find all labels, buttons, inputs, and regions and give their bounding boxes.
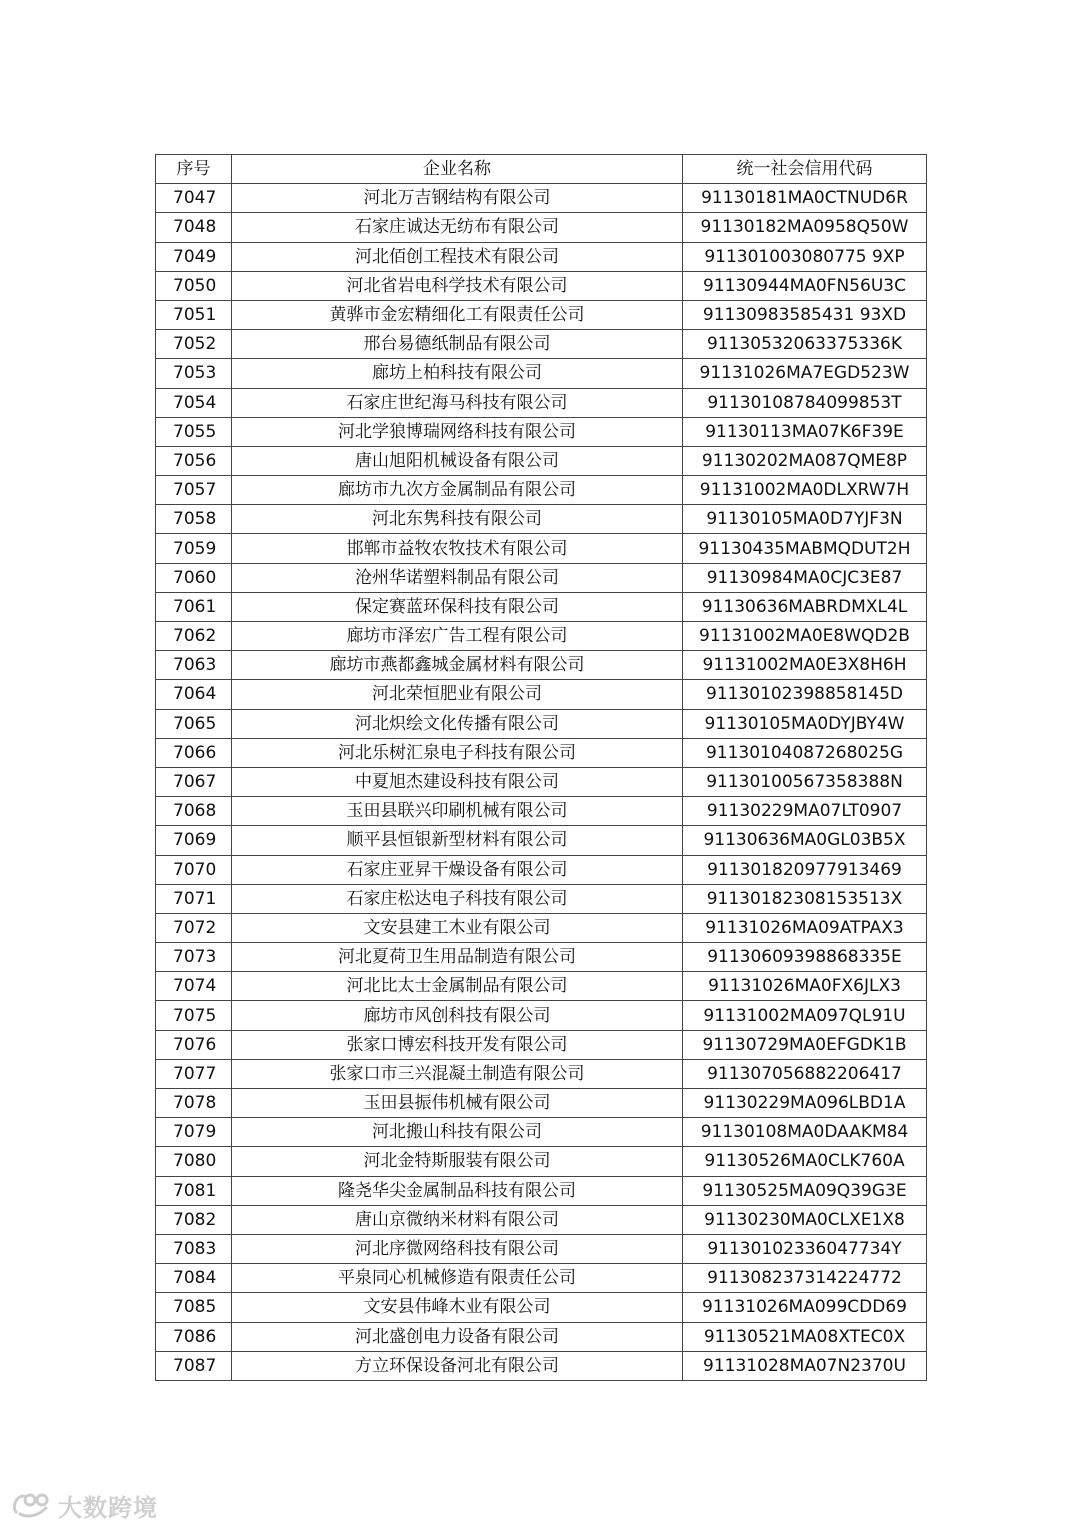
table-row xyxy=(156,855,927,884)
row-credit-code: 91130102336047734Y xyxy=(683,1234,927,1263)
row-credit-code: 91130729MA0EFGDK1B xyxy=(683,1030,927,1059)
table-row xyxy=(156,738,927,767)
row-credit-code: 91130182MA0958Q50W xyxy=(683,213,927,242)
table-row xyxy=(156,884,927,913)
row-company-name: 廊坊市泽宏广告工程有限公司 xyxy=(232,622,683,651)
row-credit-code: 911307056882206417 xyxy=(683,1059,927,1088)
table-row xyxy=(156,359,927,388)
row-index: 7069 xyxy=(156,826,232,855)
table-row xyxy=(156,1205,927,1234)
table-row xyxy=(156,417,927,446)
row-index: 7084 xyxy=(156,1264,232,1293)
enterprise-table xyxy=(155,154,927,1381)
header-index: 序号 xyxy=(156,155,232,184)
row-credit-code: 91131026MA099CDD69 xyxy=(683,1293,927,1322)
table-row xyxy=(156,622,927,651)
row-index: 7058 xyxy=(156,505,232,534)
row-company-name: 沧州华诺塑料制品有限公司 xyxy=(232,563,683,592)
row-index: 7081 xyxy=(156,1176,232,1205)
row-credit-code: 91130100567358388N xyxy=(683,767,927,796)
row-index: 7047 xyxy=(156,184,232,213)
row-credit-code: 91130105MA0DYJBY4W xyxy=(683,709,927,738)
table-row xyxy=(156,826,927,855)
table-row xyxy=(156,242,927,271)
row-company-name: 邢台易德纸制品有限公司 xyxy=(232,330,683,359)
table-row xyxy=(156,563,927,592)
row-credit-code: 91130229MA07LT0907 xyxy=(683,797,927,826)
watermark xyxy=(10,1488,158,1522)
row-company-name: 唐山旭阳机械设备有限公司 xyxy=(232,446,683,475)
brand-logo-icon xyxy=(10,1490,52,1520)
row-company-name: 石家庄松达电子科技有限公司 xyxy=(232,884,683,913)
row-credit-code: 911301820977913469 xyxy=(683,855,927,884)
row-index: 7085 xyxy=(156,1293,232,1322)
table-row xyxy=(156,592,927,621)
row-company-name: 黄骅市金宏精细化工有限责任公司 xyxy=(232,300,683,329)
row-company-name: 唐山京微纳米材料有限公司 xyxy=(232,1205,683,1234)
row-credit-code: 91130521MA08XTEC0X xyxy=(683,1322,927,1351)
row-credit-code: 91130636MA0GL03B5X xyxy=(683,826,927,855)
row-index: 7086 xyxy=(156,1322,232,1351)
row-credit-code: 91130983585431 93XD xyxy=(683,300,927,329)
table-row xyxy=(156,943,927,972)
row-company-name: 石家庄诚达无纺布有限公司 xyxy=(232,213,683,242)
row-index: 7061 xyxy=(156,592,232,621)
row-index: 7051 xyxy=(156,300,232,329)
row-credit-code: 91130525MA09Q39G3E xyxy=(683,1176,927,1205)
row-index: 7080 xyxy=(156,1147,232,1176)
row-index: 7055 xyxy=(156,417,232,446)
row-company-name: 河北炽绘文化传播有限公司 xyxy=(232,709,683,738)
row-credit-code: 911308237314224772 xyxy=(683,1264,927,1293)
table-row xyxy=(156,1001,927,1030)
row-company-name: 石家庄世纪海马科技有限公司 xyxy=(232,388,683,417)
table-row xyxy=(156,271,927,300)
row-company-name: 河北佰创工程技术有限公司 xyxy=(232,242,683,271)
row-company-name: 河北东隽科技有限公司 xyxy=(232,505,683,534)
row-index: 7078 xyxy=(156,1089,232,1118)
table-row xyxy=(156,767,927,796)
row-credit-code: 91130181MA0CTNUD6R xyxy=(683,184,927,213)
header-company-name: 企业名称 xyxy=(232,155,683,184)
row-company-name: 河北万吉钢结构有限公司 xyxy=(232,184,683,213)
table-row xyxy=(156,680,927,709)
row-credit-code: 91130104087268025G xyxy=(683,738,927,767)
table-row xyxy=(156,1059,927,1088)
row-credit-code: 91130609398868335E xyxy=(683,943,927,972)
row-credit-code: 91130230MA0CLXE1X8 xyxy=(683,1205,927,1234)
row-credit-code: 91130108MA0DAAKM84 xyxy=(683,1118,927,1147)
row-credit-code: 91131026MA0FX6JLX3 xyxy=(683,972,927,1001)
row-index: 7056 xyxy=(156,446,232,475)
row-company-name: 玉田县联兴印刷机械有限公司 xyxy=(232,797,683,826)
table-row xyxy=(156,1264,927,1293)
row-index: 7053 xyxy=(156,359,232,388)
row-company-name: 邯郸市益牧农牧技术有限公司 xyxy=(232,534,683,563)
row-company-name: 河北搬山科技有限公司 xyxy=(232,1118,683,1147)
table-row xyxy=(156,797,927,826)
row-company-name: 廊坊上柏科技有限公司 xyxy=(232,359,683,388)
table-row xyxy=(156,446,927,475)
table-row xyxy=(156,651,927,680)
table-row xyxy=(156,505,927,534)
row-company-name: 隆尧华尖金属制品科技有限公司 xyxy=(232,1176,683,1205)
row-company-name: 河北学狼博瑞网络科技有限公司 xyxy=(232,417,683,446)
table-row xyxy=(156,1351,927,1380)
table-row xyxy=(156,534,927,563)
table-body xyxy=(156,184,927,1381)
row-index: 7077 xyxy=(156,1059,232,1088)
row-company-name: 廊坊市九次方金属制品有限公司 xyxy=(232,476,683,505)
row-index: 7065 xyxy=(156,709,232,738)
row-index: 7059 xyxy=(156,534,232,563)
row-company-name: 河北盛创电力设备有限公司 xyxy=(232,1322,683,1351)
row-credit-code: 91131002MA0DLXRW7H xyxy=(683,476,927,505)
row-company-name: 河北乐树汇泉电子科技有限公司 xyxy=(232,738,683,767)
row-company-name: 玉田县振伟机械有限公司 xyxy=(232,1089,683,1118)
row-index: 7071 xyxy=(156,884,232,913)
row-index: 7067 xyxy=(156,767,232,796)
watermark-text: 大数跨境 xyxy=(58,1493,158,1522)
row-credit-code: 91130526MA0CLK760A xyxy=(683,1147,927,1176)
table-row xyxy=(156,388,927,417)
row-credit-code: 91131002MA0E3X8H6H xyxy=(683,651,927,680)
table-row xyxy=(156,300,927,329)
row-company-name: 河北金特斯服装有限公司 xyxy=(232,1147,683,1176)
row-credit-code: 91131026MA09ATPAX3 xyxy=(683,913,927,942)
row-index: 7079 xyxy=(156,1118,232,1147)
table-row xyxy=(156,1293,927,1322)
row-credit-code: 91130108784099853T xyxy=(683,388,927,417)
row-company-name: 河北省岩电科学技术有限公司 xyxy=(232,271,683,300)
row-company-name: 保定赛蓝环保科技有限公司 xyxy=(232,592,683,621)
row-index: 7064 xyxy=(156,680,232,709)
row-index: 7048 xyxy=(156,213,232,242)
row-index: 7073 xyxy=(156,943,232,972)
row-company-name: 廊坊市风创科技有限公司 xyxy=(232,1001,683,1030)
row-credit-code: 91131028MA07N2370U xyxy=(683,1351,927,1380)
row-index: 7062 xyxy=(156,622,232,651)
row-company-name: 方立环保设备河北有限公司 xyxy=(232,1351,683,1380)
header-credit-code: 统一社会信用代码 xyxy=(683,155,927,184)
row-company-name: 顺平县恒银新型材料有限公司 xyxy=(232,826,683,855)
table-row xyxy=(156,1234,927,1263)
row-index: 7070 xyxy=(156,855,232,884)
row-company-name: 廊坊市燕都鑫城金属材料有限公司 xyxy=(232,651,683,680)
table-header-row xyxy=(156,155,927,184)
row-index: 7049 xyxy=(156,242,232,271)
row-index: 7076 xyxy=(156,1030,232,1059)
row-credit-code: 91130102398858145D xyxy=(683,680,927,709)
row-credit-code: 91130435MABMQDUT2H xyxy=(683,534,927,563)
row-index: 7054 xyxy=(156,388,232,417)
row-index: 7063 xyxy=(156,651,232,680)
row-credit-code: 91130105MA0D7YJF3N xyxy=(683,505,927,534)
table-row xyxy=(156,476,927,505)
table-row xyxy=(156,1322,927,1351)
table-row xyxy=(156,1176,927,1205)
row-company-name: 张家口市三兴混凝土制造有限公司 xyxy=(232,1059,683,1088)
row-index: 7072 xyxy=(156,913,232,942)
table-row xyxy=(156,1089,927,1118)
row-index: 7050 xyxy=(156,271,232,300)
row-index: 7075 xyxy=(156,1001,232,1030)
row-index: 7066 xyxy=(156,738,232,767)
row-company-name: 石家庄亚昇干燥设备有限公司 xyxy=(232,855,683,884)
row-index: 7060 xyxy=(156,563,232,592)
row-index: 7083 xyxy=(156,1234,232,1263)
row-company-name: 张家口博宏科技开发有限公司 xyxy=(232,1030,683,1059)
row-credit-code: 91130944MA0FN56U3C xyxy=(683,271,927,300)
row-company-name: 文安县建工木业有限公司 xyxy=(232,913,683,942)
row-index: 7068 xyxy=(156,797,232,826)
row-credit-code: 91130202MA087QME8P xyxy=(683,446,927,475)
row-credit-code: 91130229MA096LBD1A xyxy=(683,1089,927,1118)
table-row xyxy=(156,213,927,242)
row-index: 7074 xyxy=(156,972,232,1001)
row-company-name: 河北序微网络科技有限公司 xyxy=(232,1234,683,1263)
row-index: 7052 xyxy=(156,330,232,359)
row-credit-code: 91130532063375336K xyxy=(683,330,927,359)
row-index: 7087 xyxy=(156,1351,232,1380)
table-row xyxy=(156,1147,927,1176)
row-credit-code: 91131002MA0E8WQD2B xyxy=(683,622,927,651)
table-row xyxy=(156,1030,927,1059)
row-company-name: 平泉同心机械修造有限责任公司 xyxy=(232,1264,683,1293)
table-row xyxy=(156,330,927,359)
table-row xyxy=(156,1118,927,1147)
table-row xyxy=(156,913,927,942)
row-credit-code: 91130984MA0CJC3E87 xyxy=(683,563,927,592)
row-credit-code: 91131026MA7EGD523W xyxy=(683,359,927,388)
row-index: 7082 xyxy=(156,1205,232,1234)
table-row xyxy=(156,184,927,213)
row-credit-code: 91130182308153513X xyxy=(683,884,927,913)
row-credit-code: 91130113MA07K6F39E xyxy=(683,417,927,446)
row-index: 7057 xyxy=(156,476,232,505)
row-company-name: 中夏旭杰建设科技有限公司 xyxy=(232,767,683,796)
row-company-name: 文安县伟峰木业有限公司 xyxy=(232,1293,683,1322)
row-company-name: 河北荣恒肥业有限公司 xyxy=(232,680,683,709)
table-row xyxy=(156,972,927,1001)
table-row xyxy=(156,709,927,738)
row-credit-code: 91130636MABRDMXL4L xyxy=(683,592,927,621)
row-company-name: 河北比太士金属制品有限公司 xyxy=(232,972,683,1001)
row-company-name: 河北夏荷卫生用品制造有限公司 xyxy=(232,943,683,972)
row-credit-code: 911301003080775 9XP xyxy=(683,242,927,271)
row-credit-code: 91131002MA097QL91U xyxy=(683,1001,927,1030)
